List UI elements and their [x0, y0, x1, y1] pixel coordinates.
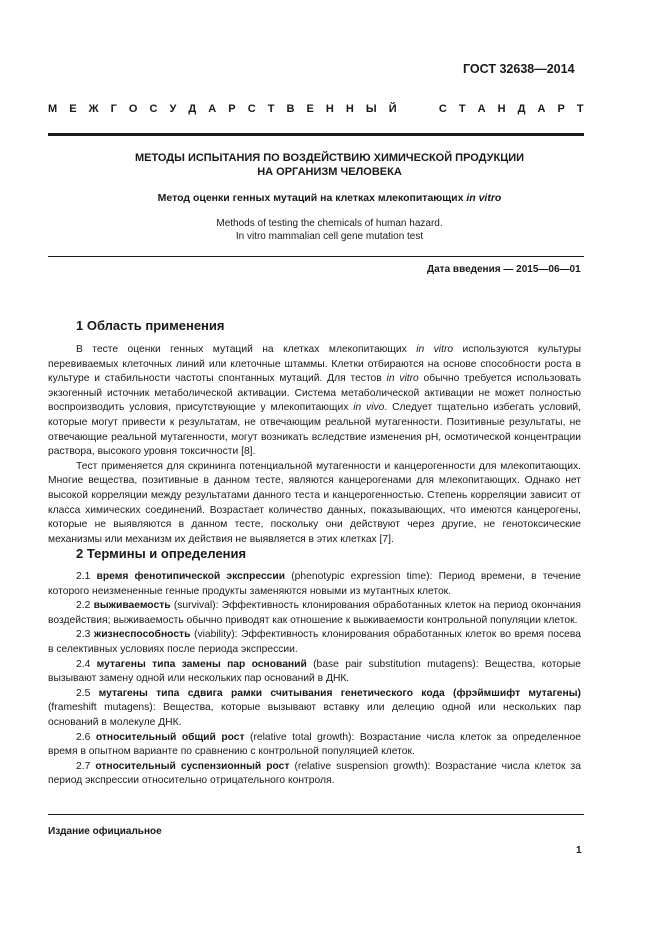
title-line-2: НА ОРГАНИЗМ ЧЕЛОВЕКА	[257, 166, 402, 178]
latin-term: in vitro	[386, 373, 419, 385]
definition-term: относительный общий рост	[95, 731, 245, 743]
definition-number: 2.5	[76, 687, 99, 699]
banner-letter: С	[149, 103, 158, 115]
definition-text: (frameshift mutagens): Вещества, которые вызывают вставку или делецию одной или нескольких пар оснований в молекуле ДНК.	[48, 702, 581, 728]
banner-letter: О	[128, 103, 138, 115]
title-line-1: МЕТОДЫ ИСПЫТАНИЯ ПО ВОЗДЕЙСТВИЮ ХИМИЧЕСКОЙ ПРОДУКЦИИ	[134, 152, 525, 164]
banner-letter: Г	[110, 103, 117, 115]
definition-item	[48, 570, 581, 599]
english-title	[48, 217, 611, 243]
section-1-paragraph-2: Тест применяется для скрининга потенциальной мутагенности и канцерогенности для млекопитающих. Многие вещества, позитивные в данном тесте, являются канцерогенами для млекопитающих. Однако нет высокой корреляции между результатами данного теста и канцерогенностью. Степень корреляции зависит от класса химических соединений. Возрастает количество данных, показывающих, что имеются канцерогены, которые не выявляются в данном тесте, поскольку они действуют через другие, не генотоксические механизмы или механизм их действия не выявляется в этих клетках [7].	[48, 460, 581, 545]
document-subtitle	[48, 192, 611, 204]
banner-letter: Р	[228, 103, 236, 115]
definition-text: (phenotypic expression time): Период времени, в течение которого неизмененные генные продукты заменяются новыми из мутантных клеток.	[48, 571, 581, 597]
banner-letter: Т	[458, 103, 466, 115]
banner-letter	[409, 103, 412, 115]
english-title-line-2: In vitro mammalian cell gene mutation test	[235, 231, 424, 242]
banner-letter: Д	[517, 103, 526, 115]
latin-term: in vitro	[416, 344, 454, 355]
subtitle-italic: in vitro	[466, 192, 502, 204]
banner-letter: Н	[345, 103, 354, 115]
latin-term: in vivo	[353, 402, 385, 414]
definition-number: 2.2	[76, 600, 94, 612]
definition-item	[48, 687, 581, 731]
banner-letter: А	[537, 103, 546, 115]
title-rule	[48, 256, 584, 257]
definition-number: 2.3	[76, 629, 94, 641]
definition-text: (viability): Эффективность клонирования обработанных клеток во время посева в селективных условиях после периода экспрессии.	[48, 629, 581, 655]
banner-letter: Е	[306, 103, 314, 115]
definition-number: 2.4	[76, 658, 97, 670]
official-edition-label: Издание официальное	[48, 826, 162, 837]
banner-letter: Т	[576, 103, 584, 115]
banner-letter: С	[247, 103, 256, 115]
page-number: 1	[576, 845, 582, 856]
definition-term: мутагены типа сдвига рамки считывания генетического кода (фрэймшифт мутагены)	[98, 687, 581, 699]
banner-letter: С	[438, 103, 447, 115]
definition-number: 2.7	[76, 760, 96, 772]
banner-letter: В	[286, 103, 295, 115]
header-rule	[48, 133, 584, 136]
banner-letter: У	[169, 103, 177, 115]
definition-term: время фенотипической экспрессии	[96, 571, 286, 582]
definition-term: жизнеспособность	[93, 629, 191, 641]
definition-number: 2.6	[76, 731, 96, 743]
section-1-heading: 1 Область применения	[76, 318, 225, 333]
document-title	[48, 151, 611, 179]
banner-letter: Т	[267, 103, 275, 115]
banner-letter: Н	[497, 103, 506, 115]
effective-date: Дата введения — 2015—06—01	[427, 264, 581, 275]
english-title-line-1: Methods of testing the chemicals of human hazard.	[216, 218, 443, 229]
section-1-body	[48, 343, 581, 547]
section-1-paragraph-1: В тесте оценки генных мутаций на клетках млекопитающих in vitro используются культуры перевиваемых клеточных линий или клеточные штаммы. Клетки отбираются на основе способности роста в культуре и стабильности частоты спонтанных мутаций. Для тестов in vitro обычно требуется использовать экзогенный источник метаболической активации. Система метаболической активации не может полностью воспроизводить условия, присутствующие у млекопитающих in vivo. Следует тщательно избегать условий, которые могут привести к результатам, не отвечающим реальной мутагенности. Позитивные результаты, не отвечающие реальной мутагенности, могут возникать вследствие изменения pH, осмотической концентрации раствора, высокого уровня токсичности [8].	[48, 344, 581, 458]
definition-term: мутагены типа замены пар оснований	[96, 658, 307, 670]
banner-letter: Ж	[88, 103, 99, 115]
banner-letter: А	[208, 103, 217, 115]
definition-text: (relative suspension growth): Возрастание числа клеток за период экспрессии относительно отрицательного контроля.	[48, 760, 581, 787]
banner-letter: Е	[69, 103, 77, 115]
definition-term: выживаемость	[93, 600, 171, 612]
definition-item	[48, 658, 581, 687]
banner-letter: Й	[388, 103, 397, 115]
interstate-standard-banner	[48, 103, 584, 115]
gost-number: ГОСТ 32638—2014	[463, 62, 575, 76]
banner-letter: А	[477, 103, 486, 115]
definition-item	[48, 599, 581, 628]
definition-term: относительный суспензионный рост	[95, 760, 290, 772]
definition-text: (relative total growth): Возрастание числа клеток за определенное время в опытном варианте по сравнению с контрольной популяцией клеток.	[48, 731, 581, 758]
definition-text: (base pair substitution mutagens): Вещества, которые вызывают замену одной или нескольких пар оснований в ДНК.	[48, 658, 581, 685]
banner-letter	[424, 103, 427, 115]
footer-rule	[48, 814, 584, 815]
definition-item	[48, 731, 581, 760]
banner-letter: Д	[188, 103, 197, 115]
banner-letter: М	[48, 103, 58, 115]
subtitle-text: Метод оценки генных мутаций на клетках млекопитающих	[157, 192, 464, 204]
section-2-heading: 2 Термины и определения	[76, 546, 247, 561]
banner-letter: Р	[557, 103, 565, 115]
definition-item	[48, 760, 581, 789]
section-2-body	[48, 570, 581, 789]
definition-item	[48, 628, 581, 657]
banner-letter: Ы	[365, 103, 377, 115]
banner-letter: Н	[325, 103, 334, 115]
definition-number: 2.1	[76, 571, 97, 582]
definition-text: (survival): Эффективность клонирования обработанных клеток на период окончания воздействия; выживаемость обычно приводят как отношение к выживаемости контрольной популяции клеток.	[48, 600, 581, 626]
